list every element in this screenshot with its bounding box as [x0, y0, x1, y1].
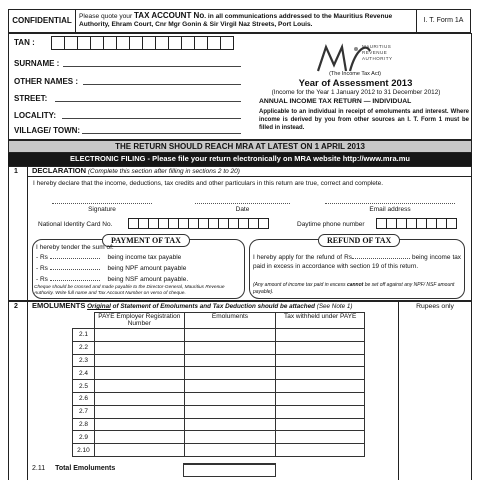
- payment-text: being income tax payable: [107, 254, 182, 261]
- notice-pre: Please quote your: [79, 13, 134, 20]
- notice-post: . in all communications addressed to the Mauritius Revenue Authority, Ehram Court, Cnr Mgr Gonin & Sir Virgil Naz Streets, Port Louis.: [79, 13, 393, 28]
- payment-line-1[interactable]: [36, 254, 181, 261]
- email-field[interactable]: [325, 203, 455, 204]
- emoluments-cell[interactable]: [184, 405, 276, 418]
- emoluments-cell[interactable]: [184, 329, 276, 342]
- table-row: [73, 444, 365, 457]
- total-num: 2.11: [32, 465, 46, 472]
- emoluments-note-post: of Statement of Emoluments and Tax Deduction should be attached: [110, 303, 315, 310]
- surname-field[interactable]: [63, 66, 241, 67]
- street-label: STREET:: [14, 94, 48, 103]
- year-of-assessment: Year of Assessment 2013: [298, 78, 413, 89]
- deadline-banner: THE RETURN SHOULD REACH MRA AT LATEST ON 1 APRIL 2013: [8, 140, 472, 153]
- income-tax-act: (The Income Tax Act): [329, 71, 381, 77]
- total-emoluments-cell[interactable]: [183, 463, 276, 477]
- cheque-note: Cheque should be crossed and made payable to the Director-General, Mauritius Revenue Authority. Write full name and Tax Account Number on verso of cheque.: [34, 285, 225, 296]
- table-header-row: [73, 313, 365, 329]
- payment-line-3[interactable]: [36, 276, 188, 283]
- tax-withheld-cell[interactable]: [276, 431, 365, 444]
- refund-note-pre: (Any amount of income tax paid in excess: [253, 282, 347, 288]
- tax-withheld-cell[interactable]: [276, 380, 365, 393]
- paye-number-cell[interactable]: [94, 392, 184, 405]
- tax-withheld-cell[interactable]: [276, 392, 365, 405]
- row-num: 2.10: [73, 444, 95, 457]
- emoluments-cell[interactable]: [184, 380, 276, 393]
- email-label: Email address: [369, 206, 411, 213]
- row-num: 2.7: [73, 405, 95, 418]
- emoluments-cell[interactable]: [184, 341, 276, 354]
- emoluments-cell[interactable]: [184, 418, 276, 431]
- col-header: PAYE Employer Registration Number: [94, 313, 184, 329]
- declaration-text: I hereby declare that the income, deductions, tax credits and other particulars in this return are true, correct and complete.: [33, 180, 384, 187]
- logo-line1: MAURITIUS: [362, 44, 392, 49]
- emoluments-table: [72, 312, 365, 457]
- tan-label: TAN :: [14, 38, 35, 47]
- emoluments-note-ref: (See Note 1): [316, 303, 353, 310]
- emoluments-cell[interactable]: [184, 354, 276, 367]
- tax-withheld-cell[interactable]: [276, 418, 365, 431]
- table-row: [73, 380, 365, 393]
- refund-post: being income tax paid in excess in accordance with section 19 of this return.: [253, 254, 461, 270]
- paye-number-cell[interactable]: [94, 380, 184, 393]
- refund-pre: I hereby apply for the refund of Rs: [253, 254, 352, 261]
- form-number: I. T. Form 1A: [416, 9, 471, 33]
- payment-line-2[interactable]: [36, 265, 186, 272]
- village-field[interactable]: [82, 133, 241, 134]
- tax-withheld-cell[interactable]: [276, 341, 365, 354]
- locality-field[interactable]: [62, 118, 241, 119]
- row-num: 2.8: [73, 418, 95, 431]
- date-label: Date: [235, 206, 250, 213]
- applicability-note: Applicable to an individual in receipt of emoluments and interest. Where income is derived by you from other sources an I. T. Form 1 must be filled in instead.: [259, 109, 469, 131]
- logo-line2: REVENUE: [362, 50, 388, 55]
- paye-number-cell[interactable]: [94, 444, 184, 457]
- locality-label: LOCALITY:: [14, 111, 57, 120]
- section2-number: 2: [14, 303, 18, 310]
- payment-prefix: - Rs: [36, 265, 48, 272]
- tax-withheld-cell[interactable]: [276, 405, 365, 418]
- date-field[interactable]: [195, 203, 290, 204]
- table-row: [73, 341, 365, 354]
- refund-note-bold: cannot: [346, 282, 364, 288]
- declaration-note: (Complete this section after filling in sections 2 to 20): [87, 168, 240, 175]
- emoluments-cell[interactable]: [184, 444, 276, 457]
- payment-text: being NSF amount payable.: [107, 276, 189, 283]
- emoluments-title: EMOLUMENTS: [32, 301, 86, 310]
- paye-number-cell[interactable]: [94, 431, 184, 444]
- total-label: Total Emoluments: [55, 465, 116, 472]
- declaration-title: DECLARATION: [32, 166, 87, 175]
- row-num: 2.5: [73, 380, 95, 393]
- signature-field[interactable]: [52, 203, 152, 204]
- payment-prefix: - Rs: [36, 276, 48, 283]
- payment-intro: I hereby tender the sum of:: [36, 244, 114, 251]
- declaration-title-bar: [28, 166, 472, 177]
- refund-amount-field[interactable]: [352, 258, 410, 259]
- row-num: 2.2: [73, 341, 95, 354]
- return-title: ANNUAL INCOME TAX RETURN — INDIVIDUAL: [259, 98, 412, 105]
- efiling-banner: ELECTRONIC FILING - Please file your return electronically on MRA website http://www.mra.mu: [8, 153, 472, 166]
- other-names-label: OTHER NAMES :: [14, 77, 78, 86]
- section1-number: 1: [14, 168, 18, 175]
- confidential-label: CONFIDENTIAL: [8, 9, 76, 33]
- table-row: [73, 392, 365, 405]
- tan-field[interactable]: [51, 36, 233, 50]
- payment-title: PAYMENT OF TAX: [102, 234, 190, 247]
- table-row: [73, 367, 365, 380]
- refund-title: REFUND OF TAX: [318, 234, 400, 247]
- emoluments-cell[interactable]: [184, 431, 276, 444]
- nic-field[interactable]: [128, 218, 268, 229]
- rupees-only: Rupees only: [416, 303, 454, 310]
- paye-number-cell[interactable]: [94, 354, 184, 367]
- table-row: [73, 329, 365, 342]
- payment-prefix: - Rs: [36, 254, 48, 261]
- tax-withheld-cell[interactable]: [276, 354, 365, 367]
- col-header: Emoluments: [184, 313, 276, 329]
- row-num: 2.1: [73, 329, 95, 342]
- phone-field[interactable]: [376, 218, 456, 229]
- total-row: [32, 465, 115, 472]
- income-period: (Income for the Year 1 January 2012 to 31 December 2012): [271, 89, 441, 96]
- table-row: [73, 405, 365, 418]
- tax-withheld-cell[interactable]: [276, 367, 365, 380]
- section2-number-col: [8, 301, 28, 480]
- paye-number-cell[interactable]: [94, 341, 184, 354]
- emoluments-note-pre: Original: [87, 303, 111, 310]
- phone-label: Daytime phone number: [297, 221, 365, 228]
- surname-label: SURNAME :: [14, 59, 60, 68]
- logo-line3: AUTHORITY: [362, 56, 393, 61]
- emoluments-cell[interactable]: [184, 392, 276, 405]
- paye-number-cell[interactable]: [94, 418, 184, 431]
- refund-note: [253, 282, 463, 296]
- village-label: VILLAGE/ TOWN:: [14, 126, 81, 135]
- paye-number-cell[interactable]: [94, 367, 184, 380]
- signature-label: Signature: [88, 206, 116, 213]
- mra-logo: [312, 39, 412, 75]
- paye-number-cell[interactable]: [94, 329, 184, 342]
- tax-withheld-cell[interactable]: [276, 329, 365, 342]
- other-names-field[interactable]: [83, 84, 241, 85]
- nic-label: National Identity Card No.: [38, 221, 113, 228]
- row-num: 2.3: [73, 354, 95, 367]
- table-row: [73, 418, 365, 431]
- col-header: Tax withheld under PAYE: [276, 313, 365, 329]
- row-num: 2.4: [73, 367, 95, 380]
- section1-number-col: [8, 166, 28, 301]
- table-row: [73, 354, 365, 367]
- notice-bold: TAX ACCOUNT No: [134, 11, 205, 20]
- refund-note-post: be set off against any NPF/ NSF amount payable).: [253, 282, 455, 295]
- emoluments-cell[interactable]: [184, 367, 276, 380]
- tax-withheld-cell[interactable]: [276, 444, 365, 457]
- payment-text: being NPF amount payable: [107, 265, 187, 272]
- refund-text: [253, 253, 461, 271]
- paye-number-cell[interactable]: [94, 405, 184, 418]
- street-field[interactable]: [55, 101, 241, 102]
- emoluments-title-bar: [28, 301, 398, 312]
- header-notice: [75, 9, 417, 33]
- row-num: 2.9: [73, 431, 95, 444]
- row-num: 2.6: [73, 392, 95, 405]
- rupees-col: [398, 301, 472, 480]
- table-row: [73, 431, 365, 444]
